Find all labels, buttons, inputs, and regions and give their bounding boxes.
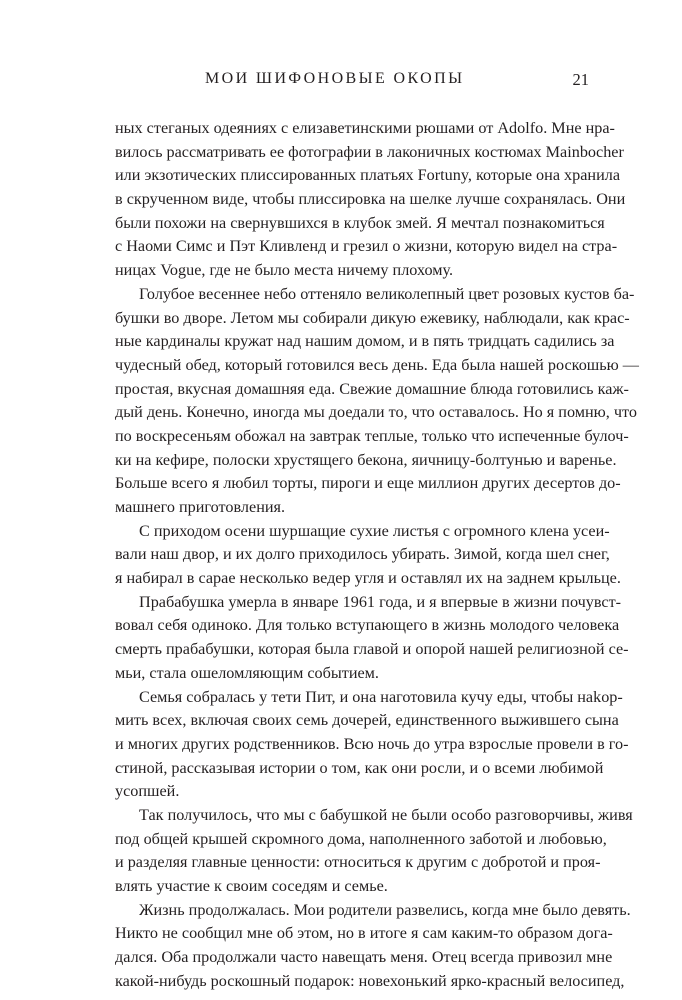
text-line: под общей крышей скромного дома, наполненного заботой и любовью, <box>115 829 607 848</box>
text-line: стиной, рассказывая истории о том, как они росли, и о всеми любимой <box>115 758 604 777</box>
text-line: вовал себя одиноко. Для только вступающего в жизнь молодого человека <box>115 616 620 635</box>
text-line: с Наоми Симс и Пэт Кливленд и грезил о жизни, которую видел на стра- <box>115 237 618 256</box>
text-line: машнего приготовления. <box>115 498 286 516</box>
text-line: смерть прабабушки, которая была главой и опорой нашей религиозной се- <box>115 640 629 659</box>
text-line: вилось рассматривать ее фотографии в лаконичных костюмах Mainbocher <box>115 142 624 161</box>
book-page <box>115 0 639 1000</box>
text-line: мить всех, включая своих семь дочерей, единственного выжившего сына <box>115 711 619 730</box>
text-line: дый день. Конечно, иногда мы доедали то, что оставалось. Но я помню, что <box>115 403 637 422</box>
text-line: влять участие к своим соседям и семье. <box>115 877 388 895</box>
text-line: и разделяя главные ценности: относиться к другим с добротой и проя- <box>115 853 601 872</box>
text-line: и многих других родственников. Всю ночь до утра взрослые провели в го- <box>115 734 629 753</box>
text-line: ные кардиналы кружат над нашим домом, и в пять тридцать садились за <box>115 332 615 351</box>
running-header <box>115 70 589 94</box>
text-line: по воскресеньям обожал на завтрак теплые, только что испеченные булоч- <box>115 426 629 445</box>
paragraph-first-line: Семья собралась у тети Пит, и она наготовила кучу еды, чтобы наkор- <box>139 687 623 706</box>
text-line: ницах Vogue, где не было места ничему плохому. <box>115 261 454 280</box>
text-line: вали наш двор, и их долго приходилось убирать. Зимой, когда шел снег, <box>115 545 610 564</box>
text-line: ки на кефире, полоски хрустящего бекона, яичницу-болтунью и варенье. <box>115 450 617 469</box>
text-line: я набирал в сарае несколько ведер угля и оставлял их на заднем крыльце. <box>115 569 621 588</box>
text-line: бушки во дворе. Летом мы собирали дикую ежевику, наблюдали, как крас- <box>115 308 630 327</box>
text-line: чудесный обед, который готовился весь день. Еда была нашей роскошью — <box>115 355 639 374</box>
text-line: усопшей. <box>115 782 180 801</box>
text-line: или экзотических плиссированных платьях Fortuny, которые она хранила <box>115 166 621 185</box>
paragraph-first-line: Так получилось, что мы с бабушкой не были особо разговорчивы, живя <box>139 805 633 824</box>
running-title: МОИ ШИФОНОВЫЕ ОКОПЫ <box>205 70 465 87</box>
paragraph-first-line: Жизнь продолжалась. Мои родители развелись, когда мне было девять. <box>139 900 631 919</box>
paragraph-first-line: Голубое весеннее небо оттеняло великолепный цвет розовых кустов ба- <box>139 284 635 303</box>
text-line: простая, вкусная домашняя еда. Свежие домашние блюда готовились каж- <box>115 379 629 398</box>
text-line: Никто не сообщил мне об этом, но в итоге я сам каким-то образом дога- <box>115 924 613 943</box>
text-line: были похожи на свернувшихся в клубок змей. Я мечтал познакомиться <box>115 213 605 232</box>
text-line: ных стеганых одеяниях с елизаветинскими рюшами от Adolfo. Мне нра- <box>115 119 615 137</box>
paragraph-first-line: С приходом осени шуршащие сухие листья с огромного клена усеи- <box>139 521 610 540</box>
body-text <box>115 117 639 993</box>
text-line: в скрученном виде, чтобы плиссировка на шелке лучше сохранялась. Они <box>115 190 626 209</box>
text-line: какой-нибудь роскошный подарок: новехонький ярко-красный велосипед, <box>115 971 625 990</box>
text-line: Больше всего я любил торты, пироги и еще миллион других десертов до- <box>115 474 621 493</box>
text-line: дался. Оба продолжали часто навещать меня. Отец всегда привозил мне <box>115 948 613 967</box>
text-line: мьи, стала ошеломляющим событием. <box>115 663 379 682</box>
page-number: 21 <box>572 70 589 89</box>
paragraph-first-line: Прабабушка умерла в январе 1961 года, и я впервые в жизни почувст- <box>139 592 622 611</box>
